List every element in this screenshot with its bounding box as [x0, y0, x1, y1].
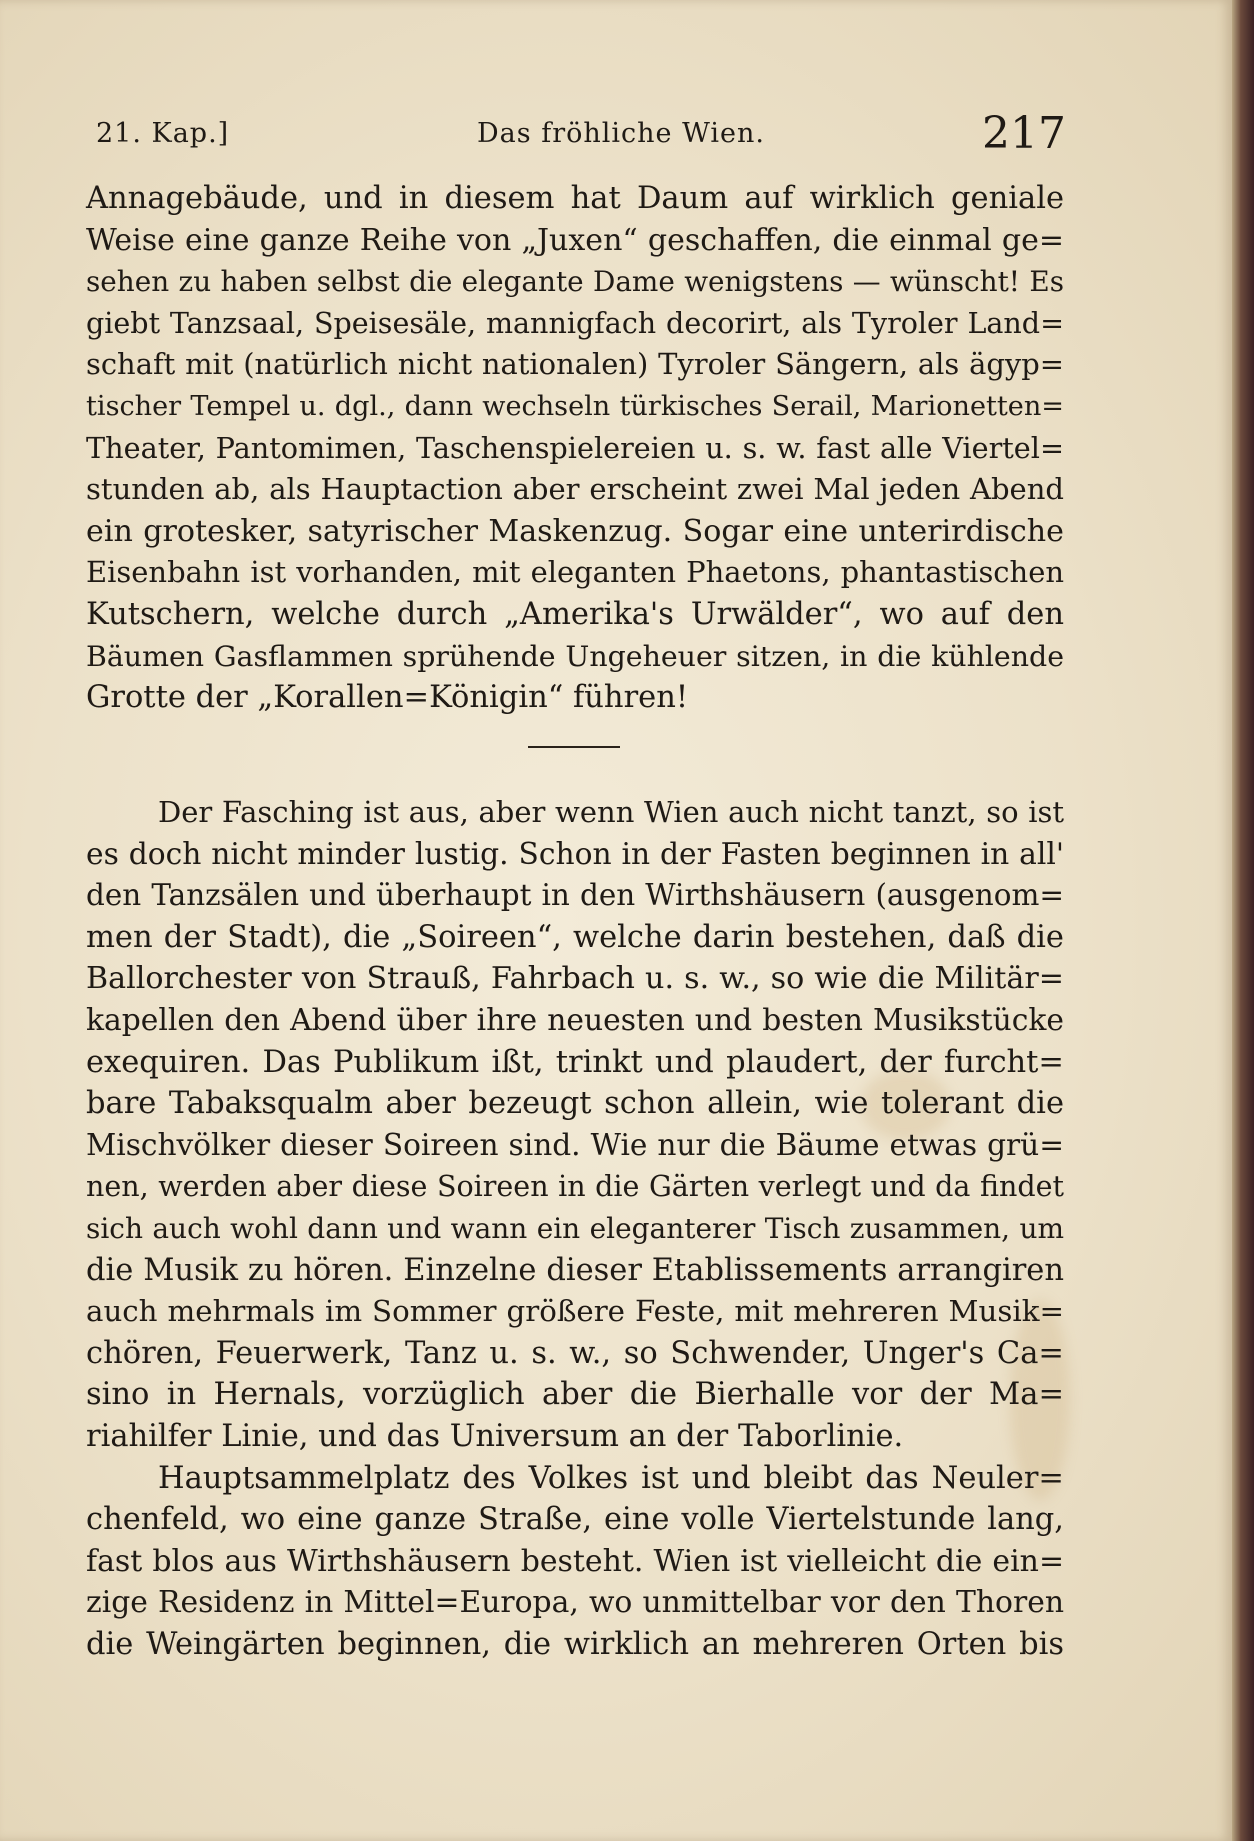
paragraph-2-3 — [86, 792, 1064, 1665]
text-line: die Musik zu hören. Einzelne dieser Etablissements arrangiren — [86, 1252, 1064, 1288]
text-line: Mischvölker dieser Soireen sind. Wie nur die Bäume etwas grü= — [86, 1127, 1064, 1162]
text-line: Annagebäude, und in diesem hat Daum auf wirklich geniale — [86, 181, 1064, 216]
text-line: nen, werden aber diese Soireen in die Gärten verlegt und da findet — [86, 1170, 1064, 1204]
text-line: fast blos aus Wirthshäusern besteht. Wien ist vielleicht die ein= — [86, 1543, 1064, 1579]
text-line: Weise eine ganze Reihe von „Juxen“ geschaffen, die einmal ge= — [86, 222, 1064, 258]
text-line: exequiren. Das Publikum ißt, trinkt und plaudert, der furcht= — [86, 1044, 1064, 1080]
text-line: zige Residenz in Mittel=Europa, wo unmittelbar vor den Thoren — [86, 1585, 1064, 1621]
text-line: Der Fasching ist aus, aber wenn Wien auch nicht tanzt, so ist — [158, 795, 1064, 829]
text-line: sino in Hernals, vorzüglich aber die Bierhalle vor der Ma= — [86, 1377, 1064, 1413]
text-line: Hauptsammelplatz des Volkes ist und bleibt das Neuler= — [158, 1460, 1064, 1496]
text-line: stunden ab, als Hauptaction aber erscheint zwei Mal jeden Abend — [86, 472, 1064, 507]
text-line: Grotte der „Korallen=Königin“ führen! — [86, 680, 689, 716]
text-line: ein grotesker, satyrischer Maskenzug. Sogar eine unterirdische — [86, 513, 1064, 549]
text-line: men der Stadt), die „Soireen“, welche darin bestehen, daß die — [86, 919, 1064, 955]
text-line: chenfeld, wo eine ganze Straße, eine volle Viertelstunde lang, — [86, 1502, 1064, 1538]
text-line: auch mehrmals im Sommer größere Feste, mit mehreren Musik= — [86, 1294, 1064, 1329]
text-line: kapellen den Abend über ihre neuesten und besten Musikstücke — [86, 1002, 1064, 1038]
text-line: schaft mit (natürlich nicht nationalen) Tyroler Sängern, als ägyp= — [86, 347, 1064, 382]
book-binding-edge — [1232, 0, 1254, 1841]
running-title: Das fröhliche Wien. — [477, 118, 765, 149]
text-line: es doch nicht minder lustig. Schon in der Fasten beginnen in all' — [86, 836, 1064, 872]
text-line: die Weingärten beginnen, die wirklich an mehreren Orten bis — [86, 1626, 1064, 1662]
section-divider — [528, 746, 620, 748]
text-line: riahilfer Linie, und das Universum an der Taborlinie. — [86, 1418, 904, 1454]
running-header — [96, 108, 1066, 158]
text-line: sehen zu haben selbst die elegante Dame wenigstens — wünscht! Es — [86, 265, 1064, 299]
text-line: Eisenbahn ist vorhanden, mit eleganten Phaetons, phantastischen — [86, 555, 1064, 590]
text-line: tischer Tempel u. dgl., dann wechseln türkisches Serail, Marionetten= — [86, 390, 1064, 422]
text-line: bare Tabaksqualm aber bezeugt schon allein, wie tolerant die — [86, 1086, 1064, 1122]
page-number: 217 — [982, 108, 1066, 159]
text-line: giebt Tanzsaal, Speisesäle, mannigfach decorirt, als Tyroler Land= — [86, 305, 1064, 340]
text-line: Kutschern, welche durch „Amerika's Urwälder“, wo auf den — [86, 596, 1064, 632]
text-line: sich auch wohl dann und wann ein eleganterer Tisch zusammen, um — [86, 1211, 1064, 1245]
text-line: den Tanzsälen und überhaupt in den Wirthshäusern (ausgenom= — [86, 878, 1064, 913]
text-line: chören, Feuerwerk, Tanz u. s. w., so Schwender, Unger's Ca= — [86, 1335, 1064, 1371]
text-line: Theater, Pantomimen, Taschenspielereien u. s. w. fast alle Viertel= — [86, 430, 1064, 465]
text-line: Ballorchester von Strauß, Fahrbach u. s. w., so wie die Militär= — [86, 961, 1064, 997]
paragraph-1 — [86, 178, 1064, 719]
chapter-label: 21. Kap.] — [96, 118, 230, 149]
text-line: Bäumen Gasflammen sprühende Ungeheuer sitzen, in die kühlende — [86, 639, 1064, 673]
